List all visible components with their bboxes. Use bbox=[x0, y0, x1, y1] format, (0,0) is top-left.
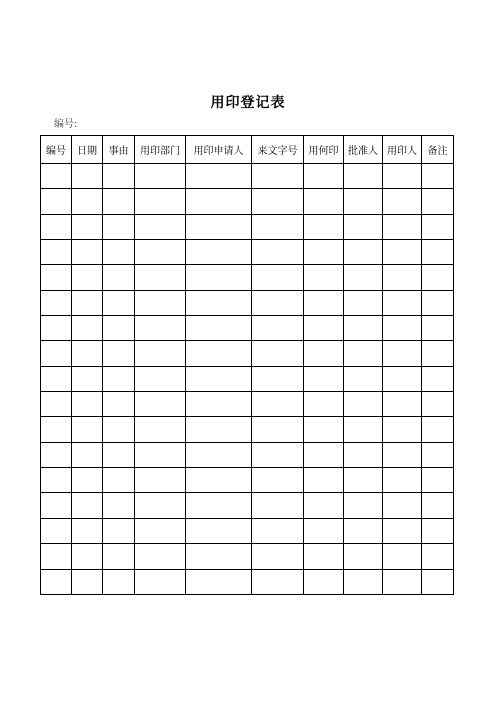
table-cell[interactable] bbox=[383, 240, 422, 265]
table-cell[interactable] bbox=[186, 518, 252, 543]
page-title: 用印登记表 bbox=[210, 95, 286, 111]
table-cell[interactable] bbox=[422, 442, 454, 467]
table-cell[interactable] bbox=[252, 164, 304, 189]
table-cell[interactable] bbox=[103, 468, 135, 493]
table-cell[interactable] bbox=[422, 265, 454, 290]
table-cell[interactable] bbox=[135, 442, 186, 467]
table-cell[interactable] bbox=[344, 316, 383, 341]
table-cell[interactable] bbox=[103, 417, 135, 442]
table-cell[interactable] bbox=[186, 392, 252, 417]
table-cell[interactable] bbox=[422, 214, 454, 239]
table-cell[interactable] bbox=[383, 518, 422, 543]
header-cell-date: 日期 bbox=[72, 136, 103, 164]
table-cell[interactable] bbox=[103, 265, 135, 290]
table-cell[interactable] bbox=[103, 366, 135, 391]
table-cell[interactable] bbox=[103, 341, 135, 366]
table-cell[interactable] bbox=[344, 468, 383, 493]
table-body bbox=[41, 164, 454, 595]
table-cell[interactable] bbox=[135, 290, 186, 315]
table-row bbox=[41, 189, 454, 214]
table-cell[interactable] bbox=[383, 366, 422, 391]
table-cell[interactable] bbox=[304, 417, 344, 442]
table-cell[interactable] bbox=[304, 569, 344, 594]
table-cell[interactable] bbox=[304, 442, 344, 467]
table-cell[interactable] bbox=[383, 214, 422, 239]
table-cell[interactable] bbox=[41, 518, 72, 543]
table-cell[interactable] bbox=[72, 214, 103, 239]
table-cell[interactable] bbox=[72, 442, 103, 467]
table-cell[interactable] bbox=[41, 265, 72, 290]
header-cell-seal-type: 用何印 bbox=[304, 136, 344, 164]
table-cell[interactable] bbox=[41, 214, 72, 239]
table-cell[interactable] bbox=[72, 316, 103, 341]
table-cell[interactable] bbox=[304, 316, 344, 341]
table-cell[interactable] bbox=[103, 392, 135, 417]
table-cell[interactable] bbox=[186, 316, 252, 341]
table-row bbox=[41, 316, 454, 341]
table-cell[interactable] bbox=[344, 493, 383, 518]
table-cell[interactable] bbox=[422, 316, 454, 341]
table-cell[interactable] bbox=[186, 164, 252, 189]
table-cell[interactable] bbox=[103, 240, 135, 265]
table-cell[interactable] bbox=[422, 366, 454, 391]
table-cell[interactable] bbox=[135, 366, 186, 391]
table-cell[interactable] bbox=[422, 392, 454, 417]
table-cell[interactable] bbox=[252, 316, 304, 341]
table-cell[interactable] bbox=[41, 290, 72, 315]
form-number-label: 编号: bbox=[54, 119, 78, 130]
table-cell[interactable] bbox=[383, 442, 422, 467]
table-cell[interactable] bbox=[383, 164, 422, 189]
table-cell[interactable] bbox=[72, 493, 103, 518]
table-cell[interactable] bbox=[252, 544, 304, 569]
table-cell[interactable] bbox=[135, 164, 186, 189]
table-cell[interactable] bbox=[72, 569, 103, 594]
table-cell[interactable] bbox=[186, 265, 252, 290]
table-cell[interactable] bbox=[72, 544, 103, 569]
table-row bbox=[41, 392, 454, 417]
table-cell[interactable] bbox=[304, 544, 344, 569]
table-cell[interactable] bbox=[252, 341, 304, 366]
table-cell[interactable] bbox=[304, 189, 344, 214]
table-cell[interactable] bbox=[186, 366, 252, 391]
table-cell[interactable] bbox=[186, 189, 252, 214]
table-cell[interactable] bbox=[383, 493, 422, 518]
table-cell[interactable] bbox=[72, 417, 103, 442]
table-cell[interactable] bbox=[135, 341, 186, 366]
table-cell[interactable] bbox=[72, 265, 103, 290]
header-cell-department: 用印部门 bbox=[135, 136, 186, 164]
table-cell[interactable] bbox=[344, 265, 383, 290]
table-cell[interactable] bbox=[344, 442, 383, 467]
table-cell[interactable] bbox=[252, 265, 304, 290]
table-cell[interactable] bbox=[422, 518, 454, 543]
table-cell[interactable] bbox=[252, 442, 304, 467]
table-row bbox=[41, 544, 454, 569]
table-cell[interactable] bbox=[252, 392, 304, 417]
table-cell[interactable] bbox=[41, 392, 72, 417]
table-cell[interactable] bbox=[304, 468, 344, 493]
table-cell[interactable] bbox=[41, 442, 72, 467]
table-cell[interactable] bbox=[344, 290, 383, 315]
table-cell[interactable] bbox=[252, 290, 304, 315]
table-cell[interactable] bbox=[252, 569, 304, 594]
table-cell[interactable] bbox=[344, 569, 383, 594]
table-cell[interactable] bbox=[422, 164, 454, 189]
table-cell[interactable] bbox=[186, 468, 252, 493]
table-row bbox=[41, 442, 454, 467]
table-cell[interactable] bbox=[383, 544, 422, 569]
table-cell[interactable] bbox=[72, 392, 103, 417]
table-cell[interactable] bbox=[383, 316, 422, 341]
table-cell[interactable] bbox=[186, 341, 252, 366]
table-cell[interactable] bbox=[135, 316, 186, 341]
table-row bbox=[41, 366, 454, 391]
header-cell-number: 编号 bbox=[41, 136, 72, 164]
table-cell[interactable] bbox=[135, 518, 186, 543]
header-cell-remarks: 备注 bbox=[422, 136, 454, 164]
header-cell-reason: 事由 bbox=[103, 136, 135, 164]
table-cell[interactable] bbox=[383, 392, 422, 417]
table-cell[interactable] bbox=[103, 189, 135, 214]
table-cell[interactable] bbox=[103, 290, 135, 315]
table-cell[interactable] bbox=[103, 569, 135, 594]
table-cell[interactable] bbox=[383, 265, 422, 290]
table-cell[interactable] bbox=[41, 569, 72, 594]
table-cell[interactable] bbox=[304, 290, 344, 315]
header-cell-applicant: 用印申请人 bbox=[186, 136, 252, 164]
table-cell[interactable] bbox=[186, 569, 252, 594]
table-cell[interactable] bbox=[103, 518, 135, 543]
table-cell[interactable] bbox=[72, 240, 103, 265]
table-cell[interactable] bbox=[72, 518, 103, 543]
table-cell[interactable] bbox=[103, 493, 135, 518]
table-cell[interactable] bbox=[41, 493, 72, 518]
table-cell[interactable] bbox=[344, 544, 383, 569]
table-cell[interactable] bbox=[344, 366, 383, 391]
table-row bbox=[41, 569, 454, 594]
table-cell[interactable] bbox=[41, 164, 72, 189]
header-cell-document-number: 来文字号 bbox=[252, 136, 304, 164]
table-cell[interactable] bbox=[103, 214, 135, 239]
table-cell[interactable] bbox=[383, 290, 422, 315]
table-cell[interactable] bbox=[186, 240, 252, 265]
table-cell[interactable] bbox=[383, 189, 422, 214]
table-cell[interactable] bbox=[135, 493, 186, 518]
table-cell[interactable] bbox=[186, 290, 252, 315]
header-cell-stamper: 用印人 bbox=[383, 136, 422, 164]
table-cell[interactable] bbox=[186, 493, 252, 518]
table-cell[interactable] bbox=[383, 341, 422, 366]
table-cell[interactable] bbox=[422, 417, 454, 442]
table-cell[interactable] bbox=[422, 290, 454, 315]
table-cell[interactable] bbox=[344, 518, 383, 543]
table-cell[interactable] bbox=[304, 214, 344, 239]
table-row bbox=[41, 290, 454, 315]
table-cell[interactable] bbox=[41, 544, 72, 569]
table-cell[interactable] bbox=[422, 544, 454, 569]
table-cell[interactable] bbox=[304, 493, 344, 518]
table-cell[interactable] bbox=[41, 240, 72, 265]
table-cell[interactable] bbox=[135, 189, 186, 214]
table-row bbox=[41, 341, 454, 366]
table-cell[interactable] bbox=[252, 214, 304, 239]
table-cell[interactable] bbox=[135, 569, 186, 594]
header-cell-approver: 批准人 bbox=[344, 136, 383, 164]
table-cell[interactable] bbox=[383, 468, 422, 493]
table-cell[interactable] bbox=[72, 468, 103, 493]
table-cell[interactable] bbox=[304, 341, 344, 366]
table-cell[interactable] bbox=[304, 366, 344, 391]
table-cell[interactable] bbox=[103, 164, 135, 189]
table-cell[interactable] bbox=[344, 164, 383, 189]
table-cell[interactable] bbox=[103, 316, 135, 341]
table-cell[interactable] bbox=[41, 341, 72, 366]
table-cell[interactable] bbox=[41, 189, 72, 214]
table-cell[interactable] bbox=[135, 544, 186, 569]
table-cell[interactable] bbox=[135, 417, 186, 442]
table-cell[interactable] bbox=[304, 392, 344, 417]
table-cell[interactable] bbox=[103, 442, 135, 467]
table-row bbox=[41, 518, 454, 543]
table-cell[interactable] bbox=[135, 214, 186, 239]
table-cell[interactable] bbox=[344, 392, 383, 417]
table-cell[interactable] bbox=[135, 265, 186, 290]
table-cell[interactable] bbox=[252, 189, 304, 214]
table-cell[interactable] bbox=[41, 316, 72, 341]
table-cell[interactable] bbox=[422, 493, 454, 518]
table-cell[interactable] bbox=[103, 544, 135, 569]
table-cell[interactable] bbox=[304, 240, 344, 265]
table-cell[interactable] bbox=[186, 442, 252, 467]
table-cell[interactable] bbox=[135, 392, 186, 417]
table-cell[interactable] bbox=[344, 189, 383, 214]
table-cell[interactable] bbox=[344, 214, 383, 239]
table-cell[interactable] bbox=[344, 341, 383, 366]
table-cell[interactable] bbox=[422, 240, 454, 265]
table-cell[interactable] bbox=[252, 366, 304, 391]
table-cell[interactable] bbox=[72, 341, 103, 366]
seal-register-table bbox=[40, 135, 454, 595]
table-cell[interactable] bbox=[304, 164, 344, 189]
table-cell[interactable] bbox=[135, 468, 186, 493]
table-cell[interactable] bbox=[304, 265, 344, 290]
table-cell[interactable] bbox=[422, 189, 454, 214]
table-cell[interactable] bbox=[252, 518, 304, 543]
table-cell[interactable] bbox=[252, 240, 304, 265]
table-cell[interactable] bbox=[344, 417, 383, 442]
table-row bbox=[41, 164, 454, 189]
table-cell[interactable] bbox=[135, 240, 186, 265]
table-cell[interactable] bbox=[72, 189, 103, 214]
header-row bbox=[41, 136, 454, 164]
table-cell[interactable] bbox=[41, 468, 72, 493]
table-cell[interactable] bbox=[72, 366, 103, 391]
table-cell[interactable] bbox=[186, 214, 252, 239]
table-row bbox=[41, 493, 454, 518]
table-cell[interactable] bbox=[383, 417, 422, 442]
table-cell[interactable] bbox=[422, 341, 454, 366]
table-cell[interactable] bbox=[422, 468, 454, 493]
table-row bbox=[41, 240, 454, 265]
table-cell[interactable] bbox=[186, 417, 252, 442]
table-cell[interactable] bbox=[252, 493, 304, 518]
table-row bbox=[41, 265, 454, 290]
table-cell[interactable] bbox=[186, 544, 252, 569]
table-cell[interactable] bbox=[72, 164, 103, 189]
table-cell[interactable] bbox=[72, 290, 103, 315]
table-cell[interactable] bbox=[304, 518, 344, 543]
table-cell[interactable] bbox=[41, 366, 72, 391]
table-cell[interactable] bbox=[422, 569, 454, 594]
table-cell[interactable] bbox=[252, 417, 304, 442]
table-row bbox=[41, 468, 454, 493]
table-row bbox=[41, 214, 454, 239]
table-row bbox=[41, 417, 454, 442]
table-cell[interactable] bbox=[252, 468, 304, 493]
table-cell[interactable] bbox=[41, 417, 72, 442]
table-cell[interactable] bbox=[383, 569, 422, 594]
table-cell[interactable] bbox=[344, 240, 383, 265]
